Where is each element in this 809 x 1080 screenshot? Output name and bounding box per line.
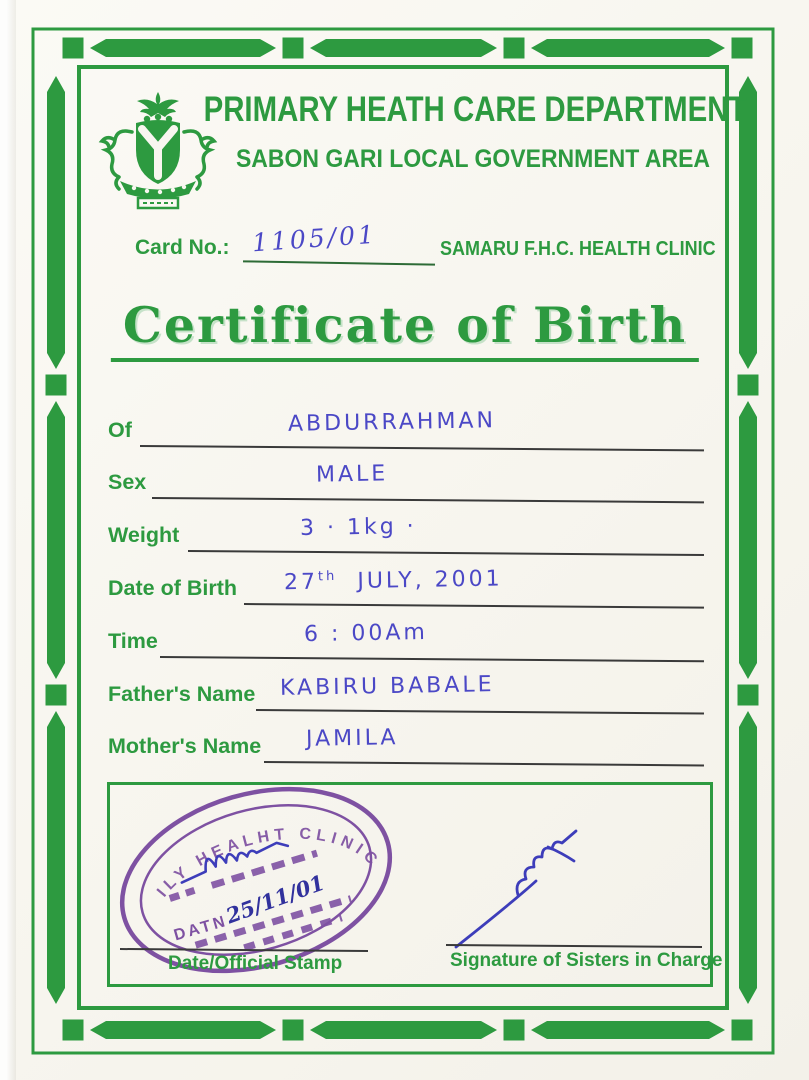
field-line <box>264 761 704 766</box>
field-line <box>152 497 704 503</box>
card-no-handwritten-value: 1105/01 <box>251 219 378 258</box>
stamp-arc-text: ILY HEALHT CLINIC <box>154 825 384 901</box>
department-title: PRIMARY HEATH CARE DEPARTMENT <box>203 90 747 129</box>
field-value-time: 6 : 00Am <box>303 619 429 648</box>
dob-ordinal: th <box>317 568 338 585</box>
field-label-date-of-birth: Date of Birth <box>108 576 237 600</box>
card-no-label: Card No.: <box>135 236 230 259</box>
date-official-stamp-label: Date/Official Stamp <box>168 953 343 974</box>
field-line <box>188 550 704 556</box>
field-row-time <box>108 619 706 675</box>
field-label-fathers-name: Father's Name <box>108 682 256 706</box>
field-row-of <box>108 408 706 464</box>
card-no-underline <box>243 260 435 265</box>
field-row-weight <box>108 513 706 569</box>
certificate-title: Certificate of Birth <box>111 296 699 362</box>
field-value-weight: 3 · 1kg · <box>299 513 417 542</box>
field-row-mothers-name <box>108 725 706 780</box>
field-line <box>256 709 704 715</box>
sisters-signature <box>456 831 576 947</box>
dob-rest: JULY, 2001 <box>357 566 503 594</box>
sisters-signature-label: Signature of Sisters in Charge <box>450 950 723 971</box>
stamp-date-handwritten: 25/11/01 <box>222 869 328 929</box>
field-value-fathers-name: KABIRU BABALE <box>279 672 495 701</box>
field-label-mothers-name: Mother's Name <box>108 734 262 758</box>
lga-subtitle: SABON GARI LOCAL GOVERNMENT AREA <box>235 145 711 173</box>
certificate-title-wrap <box>111 296 699 354</box>
field-line <box>160 656 704 662</box>
field-line <box>244 603 704 609</box>
date-stamp-rule <box>120 949 368 951</box>
stamp-signature-box <box>107 782 723 987</box>
field-value-sex: MALE <box>315 461 389 488</box>
card-number-row <box>0 219 809 270</box>
field-line <box>140 445 704 451</box>
field-value-mothers-name: JAMILA <box>305 725 399 752</box>
field-value-date-of-birth <box>284 566 503 595</box>
field-row-sex <box>108 461 706 516</box>
field-value-of: ABDURRAHMAN <box>287 408 497 437</box>
stamp-code-label: DATN <box>171 912 230 945</box>
field-row-fathers-name <box>108 672 706 728</box>
signature-rule <box>446 945 702 947</box>
field-row-date-of-birth <box>108 566 706 622</box>
clinic-name: SAMARU F.H.C. HEALTH CLINIC <box>440 238 716 260</box>
field-label-of: Of <box>108 418 132 442</box>
field-label-weight: Weight <box>108 523 180 547</box>
dob-day: 27 <box>283 569 319 596</box>
field-label-sex: Sex <box>108 470 147 494</box>
field-label-time: Time <box>108 629 158 653</box>
